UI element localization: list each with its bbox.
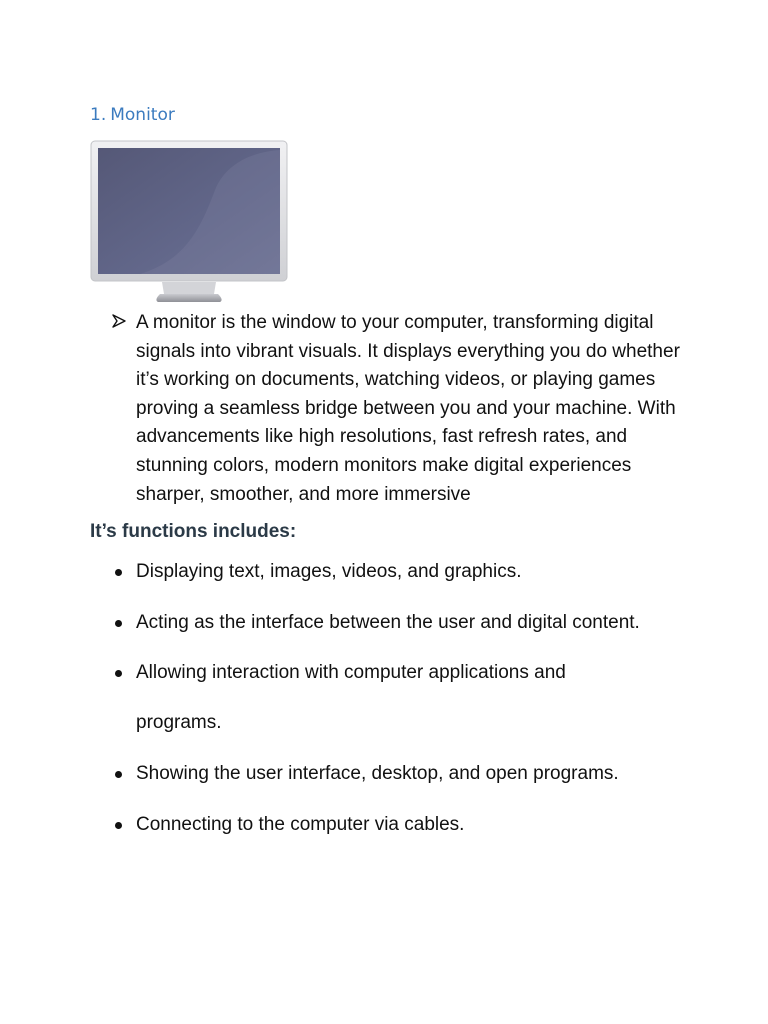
- bullet-dot-icon: [115, 569, 122, 576]
- list-item-text: Displaying text, images, videos, and graphics.: [136, 561, 522, 582]
- bullet-dot-icon: [115, 670, 122, 677]
- list-item-text: Acting as the interface between the user and digital content.: [136, 612, 640, 633]
- section-title: Monitor: [110, 105, 175, 125]
- list-item-text: Connecting to the computer via cables.: [136, 814, 465, 835]
- description-text: A monitor is the window to your computer, transforming digital signals into vibrant visuals. It displays everything you do whether it’s working on documents, watching videos, or playing games proving a seamless bridge between you and your machine. With advancements like high resolutions, fast refresh rates, and stunning colors, modern monitors make digital experiences sharper, smoother, and more immersive: [136, 312, 680, 505]
- monitor-icon: [90, 140, 288, 306]
- functions-title: It’s functions includes:: [90, 521, 297, 542]
- monitor-image: [90, 140, 288, 306]
- section-number: 1.: [90, 105, 107, 125]
- bullet-dot-icon: [115, 771, 122, 778]
- bullet-dot-icon: [115, 620, 122, 627]
- list-item-text: Allowing interaction with computer applications and programs.: [136, 662, 566, 733]
- section-heading: [90, 105, 175, 125]
- list-item-text: Showing the user interface, desktop, and open programs.: [136, 763, 619, 784]
- arrow-bullet-icon: [112, 314, 126, 328]
- bullet-dot-icon: [115, 822, 122, 829]
